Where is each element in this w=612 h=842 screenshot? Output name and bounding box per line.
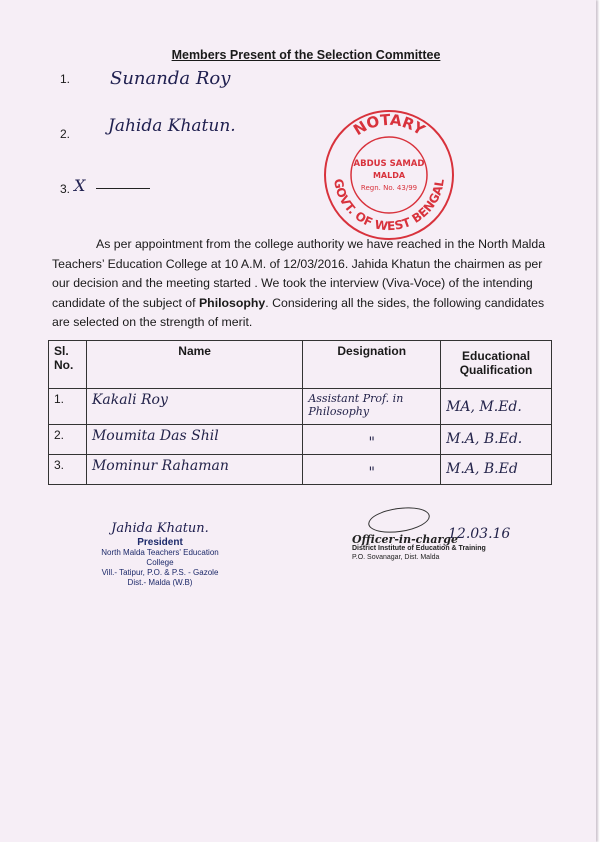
president-line-3: Dist.- Malda (W.B): [127, 578, 193, 587]
header-sl-no: Sl. No.: [49, 341, 87, 389]
member-signature-1: Sunanda Roy: [110, 68, 231, 89]
president-line-2: Vill.- Tatipur, P.O. & P.S. - Gazole: [101, 568, 219, 577]
table-header-row: [49, 341, 552, 389]
member-number-2: 2.: [60, 127, 71, 141]
row-name: Mominur Rahaman: [86, 455, 302, 485]
header-designation: Designation: [303, 341, 441, 389]
row-qualification: M.A, B.Ed.: [441, 425, 552, 455]
notary-stamp-seal: [322, 108, 456, 242]
page-title: Members Present of the Selection Committee: [171, 48, 441, 62]
stamp-top-text: NOTARY: [350, 110, 429, 140]
signature-blank-line: [96, 188, 150, 189]
member-signature-3: X: [74, 176, 86, 195]
body-paragraph: [52, 235, 552, 333]
paragraph-part-2: . Considering all the sides, the following candidates are selected on the strength of merit.: [52, 295, 545, 329]
stamp-bottom-text: GOVT. OF WEST BENGAL: [331, 177, 447, 234]
header-qualification: Educational Qualification: [441, 341, 552, 389]
member-signature-2: Jahida Khatun.: [108, 116, 236, 136]
paragraph-subject: Philosophy: [198, 295, 266, 310]
row-name: Kakali Roy: [86, 389, 302, 425]
officer-block: [352, 535, 502, 562]
stamp-reg: Regn. No. 43/99: [360, 184, 418, 192]
president-signature-block: [90, 521, 230, 588]
header-name: Name: [86, 341, 302, 389]
paragraph-part-1: As per appointment from the college authority we have reached in the North Malda Teachers’ Education College at 10 A.M. of 12/03/2016. Jahida Khatun the chairmen as per our decision and the meeting started . We took the interview (Viva-Voce) of the intending candidate of the subject of: [52, 237, 546, 310]
officer-line-2: P.O. Sovanagar, Dist. Malda: [352, 554, 440, 561]
row-qualification: M.A, B.Ed: [441, 455, 552, 485]
member-number-1: 1.: [60, 72, 71, 86]
member-number-3: 3.: [60, 182, 71, 196]
president-title: President: [137, 537, 183, 548]
row-name: Moumita Das Shil: [86, 425, 302, 455]
table-row: [49, 425, 552, 455]
selected-candidates-table: [48, 340, 552, 485]
row-designation: ": [303, 455, 441, 485]
row-sl: 3.: [49, 455, 87, 485]
president-signature: Jahida Khatun.: [111, 521, 209, 536]
president-line-1: North Malda Teachers' Education College: [101, 548, 219, 567]
officer-line-1: District Institute of Education & Training: [352, 545, 486, 552]
officer-date: 12.03.16: [448, 526, 511, 542]
stamp-place: MALDA: [372, 171, 406, 180]
svg-text:NOTARY: [350, 111, 429, 140]
officer-signature-scribble: [367, 504, 432, 536]
row-qualification: MA, M.Ed.: [441, 389, 552, 425]
officer-title: Officer-in-charge: [352, 533, 458, 546]
table-row: [49, 389, 552, 425]
stamp-name: ABDUS SAMAD: [353, 159, 425, 169]
row-designation: Assistant Prof. in Philosophy: [303, 389, 441, 425]
row-sl: 1.: [49, 389, 87, 425]
row-sl: 2.: [49, 425, 87, 455]
table-row: [49, 455, 552, 485]
row-designation: ": [303, 425, 441, 455]
